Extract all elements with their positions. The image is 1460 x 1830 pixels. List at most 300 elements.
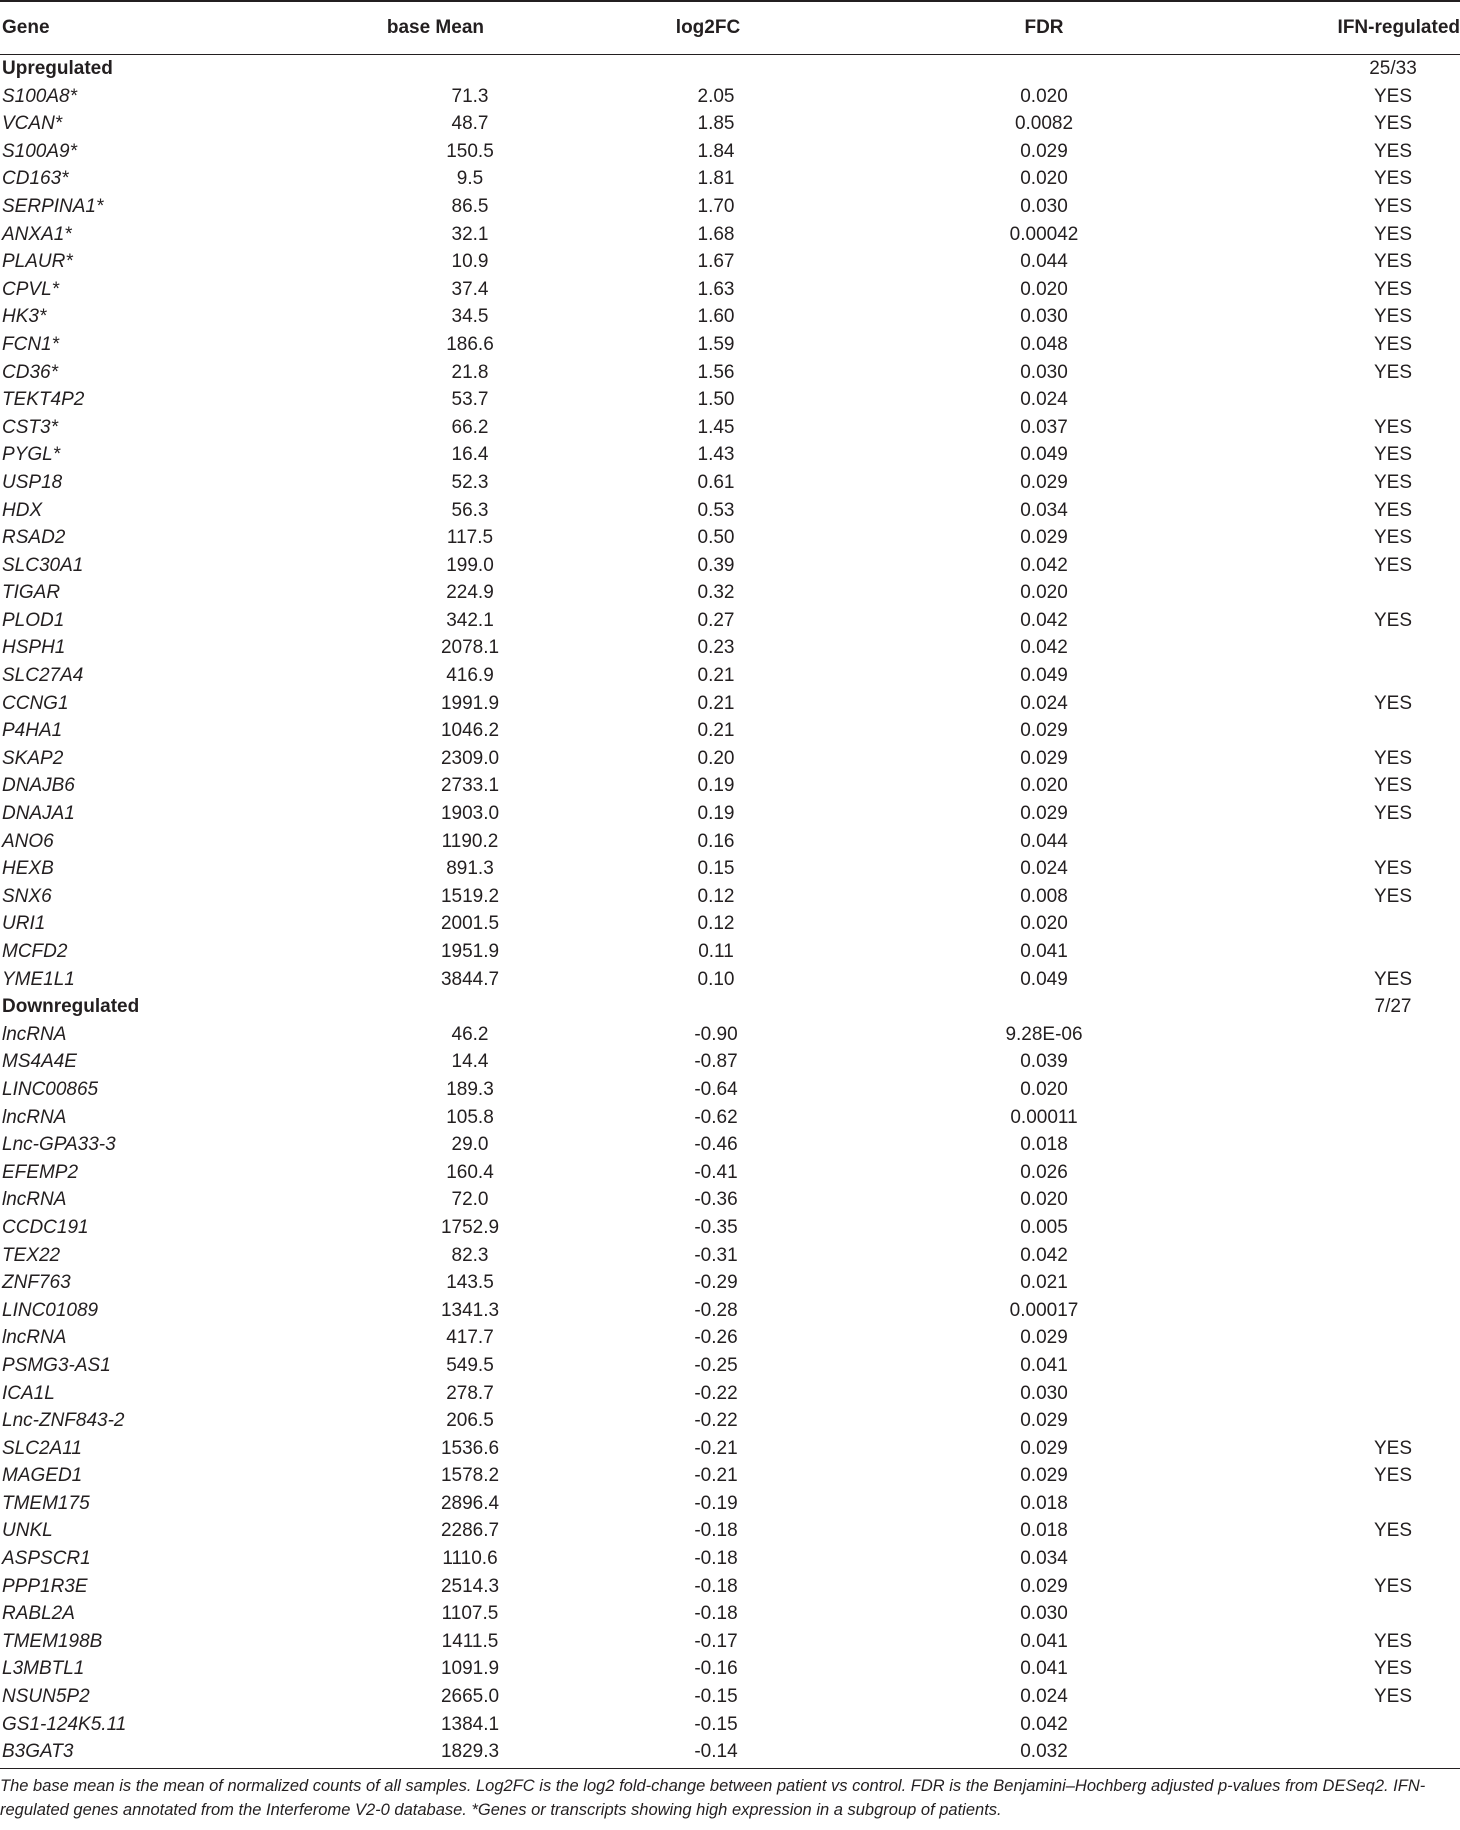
cell-log2fc: -0.64 — [694, 1078, 738, 1100]
cell-log2fc: 1.63 — [697, 278, 735, 300]
section-label: Upregulated — [2, 58, 113, 79]
cell-gene: LINC00865 — [2, 1078, 99, 1100]
header-gene: Gene — [0, 1, 330, 55]
table-row — [0, 1600, 1460, 1628]
table-row — [0, 717, 1460, 745]
cell-gene: LINC01089 — [2, 1299, 99, 1321]
cell-log2fc: 0.23 — [697, 637, 735, 659]
cell-log2fc: 1.84 — [697, 140, 735, 162]
table-row — [0, 1435, 1460, 1463]
header-base-mean: base Mean — [330, 1, 590, 55]
cell-gene: lncRNA — [2, 1023, 67, 1045]
cell-log2fc: -0.18 — [694, 1548, 738, 1570]
cell-log2fc: -0.15 — [694, 1713, 738, 1735]
cell-base-mean: 278.7 — [446, 1382, 494, 1404]
cell-log2fc: -0.19 — [694, 1492, 738, 1514]
cell-ifn-regulated: YES — [1373, 1658, 1413, 1680]
cell-ifn-regulated — [1196, 1490, 1460, 1518]
table-row — [0, 745, 1460, 773]
cell-log2fc: -0.18 — [694, 1575, 738, 1597]
cell-log2fc: 1.68 — [697, 223, 735, 245]
cell-base-mean: 48.7 — [451, 113, 489, 135]
cell-base-mean: 1951.9 — [440, 941, 500, 962]
cell-gene: EFEMP2 — [2, 1161, 79, 1183]
table-row — [0, 1517, 1460, 1545]
cell-base-mean: 71.3 — [451, 85, 489, 107]
cell-fdr: 0.030 — [1020, 1603, 1068, 1625]
cell-base-mean: 1752.9 — [440, 1216, 500, 1238]
cell-fdr: 0.030 — [1020, 195, 1068, 217]
cell-base-mean: 9.5 — [456, 168, 484, 190]
cell-fdr: 0.041 — [1020, 1630, 1068, 1652]
cell-fdr: 0.029 — [1020, 1410, 1068, 1432]
cell-fdr: 0.029 — [1020, 471, 1068, 493]
cell-base-mean: 117.5 — [446, 527, 494, 549]
cell-gene: URI1 — [2, 913, 46, 935]
cell-ifn-regulated — [1196, 1269, 1460, 1297]
cell-ifn-regulated: YES — [1373, 471, 1413, 493]
cell-fdr: 0.029 — [1020, 1575, 1068, 1597]
cell-gene: CD36* — [2, 361, 58, 383]
cell-fdr: 0.005 — [1020, 1216, 1068, 1238]
cell-base-mean: 2309.0 — [440, 747, 500, 769]
cell-ifn-regulated — [1196, 386, 1460, 414]
cell-base-mean: 1190.2 — [441, 830, 499, 852]
cell-ifn-regulated: YES — [1373, 333, 1413, 355]
cell-ifn-regulated: YES — [1373, 1465, 1413, 1487]
table-row — [0, 1407, 1460, 1435]
cell-gene: VCAN* — [2, 113, 63, 135]
cell-gene: ASPSCR1 — [2, 1548, 91, 1570]
cell-fdr: 0.041 — [1020, 941, 1068, 962]
cell-log2fc: 0.12 — [697, 913, 735, 935]
cell-fdr: 0.020 — [1020, 85, 1068, 107]
cell-base-mean: 82.3 — [451, 1244, 489, 1266]
table-row — [0, 1242, 1460, 1270]
cell-fdr: 0.042 — [1020, 609, 1068, 631]
cell-gene: SLC2A11 — [2, 1437, 82, 1459]
cell-gene: lncRNA — [2, 1327, 67, 1349]
cell-base-mean: 150.5 — [446, 140, 494, 162]
cell-base-mean: 1110.6 — [442, 1548, 498, 1570]
cell-base-mean: 2078.1 — [440, 637, 500, 659]
cell-log2fc: -0.87 — [694, 1051, 738, 1073]
cell-ifn-regulated — [1196, 1324, 1460, 1352]
cell-log2fc: -0.22 — [694, 1382, 738, 1404]
table-row — [0, 772, 1460, 800]
cell-ifn-regulated — [1196, 1242, 1460, 1270]
cell-ifn-regulated: YES — [1373, 361, 1413, 383]
cell-log2fc: -0.16 — [694, 1658, 738, 1680]
cell-base-mean: 549.5 — [446, 1354, 494, 1376]
cell-base-mean: 342.1 — [446, 609, 494, 631]
table-row — [0, 1214, 1460, 1242]
cell-fdr: 0.021 — [1020, 1272, 1068, 1294]
cell-gene: CST3* — [2, 416, 58, 438]
cell-fdr: 0.030 — [1020, 1382, 1068, 1404]
cell-base-mean: 224.9 — [446, 582, 494, 604]
cell-base-mean: 1829.3 — [440, 1741, 500, 1763]
table-row — [0, 1048, 1460, 1076]
cell-ifn-regulated: YES — [1373, 775, 1413, 797]
cell-log2fc: 0.16 — [697, 830, 735, 852]
cell-base-mean: 21.8 — [451, 361, 489, 383]
cell-ifn-regulated: YES — [1373, 278, 1413, 300]
table-row — [0, 690, 1460, 718]
cell-ifn-regulated: YES — [1373, 251, 1413, 273]
cell-ifn-regulated: YES — [1373, 692, 1413, 714]
table-row — [0, 248, 1460, 276]
cell-log2fc: 1.59 — [697, 333, 735, 355]
table-row — [0, 1021, 1460, 1049]
cell-gene: PYGL* — [2, 444, 61, 466]
cell-ifn-regulated: YES — [1373, 113, 1413, 135]
table-row — [0, 966, 1460, 994]
cell-ifn-regulated — [1196, 1545, 1460, 1573]
cell-base-mean: 1411.5 — [441, 1630, 499, 1652]
cell-base-mean: 52.3 — [451, 471, 489, 493]
cell-log2fc: -0.17 — [694, 1630, 738, 1652]
cell-log2fc: -0.31 — [694, 1244, 738, 1266]
table-row — [0, 1076, 1460, 1104]
table-row — [0, 83, 1460, 111]
cell-log2fc: 0.61 — [697, 471, 735, 493]
cell-ifn-regulated — [1196, 1186, 1460, 1214]
cell-base-mean: 29.0 — [451, 1134, 489, 1156]
cell-log2fc: -0.29 — [694, 1272, 738, 1294]
cell-gene: PLAUR* — [2, 251, 73, 273]
cell-base-mean: 2665.0 — [440, 1686, 500, 1708]
cell-ifn-regulated — [1196, 1104, 1460, 1132]
cell-ifn-regulated: YES — [1373, 527, 1413, 549]
header-fdr: FDR — [890, 1, 1196, 55]
cell-gene: MAGED1 — [2, 1465, 83, 1487]
table-row — [0, 1711, 1460, 1739]
cell-base-mean: 1578.2 — [440, 1465, 500, 1487]
cell-log2fc: -0.36 — [694, 1189, 738, 1211]
cell-gene: P4HA1 — [2, 720, 63, 742]
cell-ifn-regulated — [1196, 634, 1460, 662]
cell-fdr: 0.020 — [1020, 278, 1068, 300]
cell-gene: ANO6 — [2, 830, 54, 852]
table-row — [0, 579, 1460, 607]
cell-gene: FCN1* — [2, 333, 60, 355]
cell-ifn-regulated — [1196, 1297, 1460, 1325]
cell-ifn-regulated — [1196, 1407, 1460, 1435]
cell-log2fc: 0.11 — [698, 941, 734, 962]
cell-fdr: 0.042 — [1020, 554, 1068, 576]
cell-fdr: 0.042 — [1020, 1713, 1068, 1735]
cell-base-mean: 56.3 — [451, 499, 489, 521]
table-row — [0, 138, 1460, 166]
cell-base-mean: 1519.2 — [440, 885, 500, 907]
cell-base-mean: 105.8 — [446, 1106, 494, 1128]
cell-ifn-regulated: YES — [1373, 1575, 1413, 1597]
table-row — [0, 910, 1460, 938]
cell-gene: DNAJA1 — [2, 803, 75, 825]
cell-log2fc: 0.19 — [697, 775, 735, 797]
cell-ifn-regulated: YES — [1373, 85, 1413, 107]
cell-log2fc: -0.18 — [694, 1520, 738, 1542]
cell-fdr: 0.049 — [1020, 968, 1068, 990]
cell-base-mean: 16.4 — [451, 444, 489, 466]
cell-ifn-regulated: YES — [1373, 168, 1413, 190]
cell-base-mean: 2514.3 — [440, 1575, 500, 1597]
cell-log2fc: -0.22 — [694, 1410, 738, 1432]
cell-log2fc: -0.90 — [694, 1023, 738, 1045]
cell-log2fc: 0.19 — [697, 803, 735, 825]
cell-ifn-regulated: YES — [1373, 306, 1413, 328]
cell-ifn-regulated: YES — [1373, 140, 1413, 162]
cell-log2fc: -0.25 — [694, 1354, 738, 1376]
cell-base-mean: 416.9 — [446, 665, 494, 687]
cell-base-mean: 2286.7 — [440, 1520, 500, 1542]
section-row — [0, 55, 1460, 83]
cell-fdr: 0.039 — [1020, 1051, 1068, 1073]
header-row — [0, 1, 1460, 55]
table-row — [0, 828, 1460, 856]
section-ifn-count: 7/27 — [1374, 996, 1412, 1018]
table-row — [0, 221, 1460, 249]
cell-gene: SLC30A1 — [2, 554, 84, 576]
table-row — [0, 386, 1460, 414]
cell-ifn-regulated: YES — [1373, 885, 1413, 907]
cell-log2fc: 2.05 — [697, 85, 735, 107]
table-row — [0, 414, 1460, 442]
table-row — [0, 1352, 1460, 1380]
cell-ifn-regulated — [1196, 910, 1460, 938]
cell-gene: ANXA1* — [2, 223, 72, 245]
cell-ifn-regulated: YES — [1373, 968, 1413, 990]
cell-gene: UNKL — [2, 1520, 53, 1542]
cell-log2fc: -0.62 — [694, 1106, 738, 1128]
cell-base-mean: 53.7 — [451, 389, 489, 411]
cell-gene: TMEM175 — [2, 1492, 90, 1514]
table-row — [0, 331, 1460, 359]
cell-base-mean: 417.7 — [446, 1327, 494, 1349]
cell-fdr: 0.030 — [1020, 361, 1068, 383]
table-row — [0, 855, 1460, 883]
table-row — [0, 359, 1460, 387]
cell-ifn-regulated: YES — [1373, 499, 1413, 521]
table-row — [0, 800, 1460, 828]
cell-log2fc: 1.70 — [697, 195, 735, 217]
cell-gene: GS1-124K5.11 — [2, 1713, 127, 1735]
cell-gene: lncRNA — [2, 1189, 67, 1211]
cell-base-mean: 72.0 — [451, 1189, 489, 1211]
cell-ifn-regulated — [1196, 1076, 1460, 1104]
cell-log2fc: 1.43 — [697, 444, 735, 466]
cell-ifn-regulated — [1196, 1021, 1460, 1049]
table-row — [0, 1490, 1460, 1518]
cell-fdr: 0.024 — [1020, 858, 1068, 880]
cell-ifn-regulated: YES — [1373, 803, 1413, 825]
cell-log2fc: 1.85 — [697, 113, 735, 135]
cell-ifn-regulated — [1196, 1159, 1460, 1187]
cell-log2fc: 0.12 — [697, 885, 735, 907]
cell-gene: TEKT4P2 — [2, 389, 85, 411]
cell-base-mean: 186.6 — [446, 333, 494, 355]
cell-ifn-regulated: YES — [1373, 223, 1413, 245]
cell-ifn-regulated — [1196, 1131, 1460, 1159]
table-row — [0, 1738, 1460, 1766]
cell-fdr: 0.029 — [1020, 140, 1068, 162]
table-row — [0, 469, 1460, 497]
table-row — [0, 165, 1460, 193]
cell-log2fc: 0.53 — [697, 499, 735, 521]
cell-base-mean: 1046.2 — [440, 720, 500, 742]
cell-ifn-regulated — [1196, 828, 1460, 856]
cell-fdr: 9.28E-06 — [1005, 1023, 1083, 1045]
cell-fdr: 0.029 — [1020, 747, 1068, 769]
table-row — [0, 497, 1460, 525]
cell-log2fc: 1.81 — [697, 168, 735, 190]
cell-base-mean: 143.5 — [446, 1272, 494, 1294]
cell-fdr: 0.041 — [1020, 1354, 1068, 1376]
table-header — [0, 1, 1460, 55]
cell-ifn-regulated: YES — [1373, 609, 1413, 631]
cell-base-mean: 1091.9 — [440, 1658, 500, 1680]
cell-base-mean: 1903.0 — [440, 803, 500, 825]
cell-log2fc: 1.56 — [697, 361, 735, 383]
table-row — [0, 1573, 1460, 1601]
table-row — [0, 1104, 1460, 1132]
cell-gene: ICA1L — [2, 1382, 55, 1404]
cell-log2fc: -0.18 — [694, 1603, 738, 1625]
table-row — [0, 1297, 1460, 1325]
cell-fdr: 0.026 — [1020, 1161, 1068, 1183]
table-row — [0, 1269, 1460, 1297]
cell-fdr: 0.020 — [1020, 775, 1068, 797]
cell-log2fc: 0.32 — [697, 582, 735, 604]
cell-fdr: 0.020 — [1020, 582, 1068, 604]
cell-log2fc: -0.14 — [694, 1741, 738, 1763]
table-row — [0, 1683, 1460, 1711]
cell-log2fc: 0.39 — [697, 554, 735, 576]
cell-gene: TIGAR — [2, 582, 61, 604]
cell-fdr: 0.049 — [1020, 665, 1068, 687]
cell-fdr: 0.018 — [1020, 1492, 1068, 1514]
cell-base-mean: 2733.1 — [440, 775, 500, 797]
cell-gene: SLC27A4 — [2, 665, 84, 687]
cell-fdr: 0.044 — [1020, 251, 1068, 273]
cell-fdr: 0.029 — [1020, 1437, 1068, 1459]
cell-ifn-regulated: YES — [1373, 1630, 1413, 1652]
cell-log2fc: -0.35 — [694, 1216, 738, 1238]
cell-fdr: 0.049 — [1020, 444, 1068, 466]
cell-log2fc: 0.27 — [697, 609, 735, 631]
cell-gene: HK3* — [2, 306, 47, 328]
cell-log2fc: 1.60 — [697, 306, 735, 328]
cell-fdr: 0.008 — [1020, 885, 1068, 907]
cell-base-mean: 46.2 — [451, 1023, 489, 1045]
table-row — [0, 276, 1460, 304]
cell-fdr: 0.041 — [1020, 1658, 1068, 1680]
cell-ifn-regulated: YES — [1373, 1686, 1413, 1708]
cell-fdr: 0.0082 — [1014, 113, 1074, 135]
cell-gene: HEXB — [2, 858, 54, 880]
cell-gene: SERPINA1* — [2, 195, 104, 217]
cell-log2fc: 1.67 — [697, 251, 735, 273]
cell-gene: SKAP2 — [2, 747, 64, 769]
cell-ifn-regulated — [1196, 1738, 1460, 1766]
cell-log2fc: 0.50 — [697, 527, 735, 549]
cell-fdr: 0.042 — [1020, 637, 1068, 659]
section-row — [0, 993, 1460, 1021]
cell-log2fc: -0.15 — [694, 1686, 738, 1708]
cell-gene: RSAD2 — [2, 527, 66, 549]
table-row — [0, 607, 1460, 635]
table-row — [0, 634, 1460, 662]
cell-fdr: 0.044 — [1020, 830, 1068, 852]
table-row — [0, 1462, 1460, 1490]
header-log2fc: log2FC — [590, 1, 890, 55]
cell-ifn-regulated — [1196, 717, 1460, 745]
cell-fdr: 0.00042 — [1009, 223, 1079, 245]
cell-ifn-regulated — [1196, 1711, 1460, 1739]
cell-log2fc: 0.15 — [697, 858, 735, 880]
section-ifn-count: 25/33 — [1369, 58, 1417, 79]
table-row — [0, 1655, 1460, 1683]
cell-fdr: 0.020 — [1020, 913, 1068, 935]
cell-fdr: 0.029 — [1020, 527, 1068, 549]
cell-base-mean: 206.5 — [446, 1410, 494, 1432]
cell-fdr: 0.030 — [1020, 306, 1068, 328]
cell-base-mean: 1384.1 — [440, 1713, 500, 1735]
cell-fdr: 0.048 — [1020, 333, 1068, 355]
cell-ifn-regulated — [1196, 1048, 1460, 1076]
table-bottom-rule — [0, 1768, 1460, 1769]
cell-gene: HDX — [2, 499, 43, 521]
cell-base-mean: 1991.9 — [440, 692, 500, 714]
cell-ifn-regulated: YES — [1373, 195, 1413, 217]
cell-gene: YME1L1 — [2, 968, 75, 990]
cell-ifn-regulated: YES — [1373, 1437, 1413, 1459]
cell-gene: PLOD1 — [2, 609, 65, 631]
cell-gene: USP18 — [2, 471, 63, 493]
cell-ifn-regulated: YES — [1373, 858, 1413, 880]
cell-gene: CD163* — [2, 168, 69, 190]
cell-ifn-regulated — [1196, 938, 1460, 966]
cell-fdr: 0.029 — [1020, 1327, 1068, 1349]
cell-ifn-regulated — [1196, 1380, 1460, 1408]
cell-gene: B3GAT3 — [2, 1741, 74, 1763]
cell-fdr: 0.029 — [1020, 720, 1068, 742]
cell-log2fc: -0.46 — [694, 1134, 738, 1156]
cell-base-mean: 1107.5 — [441, 1603, 499, 1625]
cell-gene: TMEM198B — [2, 1630, 103, 1652]
cell-base-mean: 199.0 — [446, 554, 494, 576]
cell-base-mean: 2896.4 — [440, 1492, 500, 1514]
table-row — [0, 938, 1460, 966]
table-body — [0, 55, 1460, 1766]
cell-base-mean: 160.4 — [446, 1161, 494, 1183]
cell-gene: CPVL* — [2, 278, 60, 300]
table-footnote: The base mean is the mean of normalized counts of all samples. Log2FC is the log2 fold-change between patient vs control. FDR is the Benjamini–Hochberg adjusted p-values from DESeq2. IFN-regulated genes annotated from the Interferome V2-0 database. *Genes or transcripts showing high expression in a subgroup of patients. — [0, 1777, 1426, 1819]
cell-base-mean: 3844.7 — [440, 968, 500, 990]
cell-base-mean: 37.4 — [451, 278, 489, 300]
table-row — [0, 883, 1460, 911]
table-row — [0, 1380, 1460, 1408]
cell-fdr: 0.024 — [1020, 692, 1068, 714]
header-ifn-regulated: IFN-regulated — [1196, 1, 1460, 55]
cell-ifn-regulated: YES — [1373, 747, 1413, 769]
cell-ifn-regulated — [1196, 1352, 1460, 1380]
table-row — [0, 1628, 1460, 1656]
cell-gene: NSUN5P2 — [2, 1686, 90, 1708]
cell-fdr: 0.034 — [1020, 1548, 1068, 1570]
cell-gene: S100A8* — [2, 85, 78, 107]
